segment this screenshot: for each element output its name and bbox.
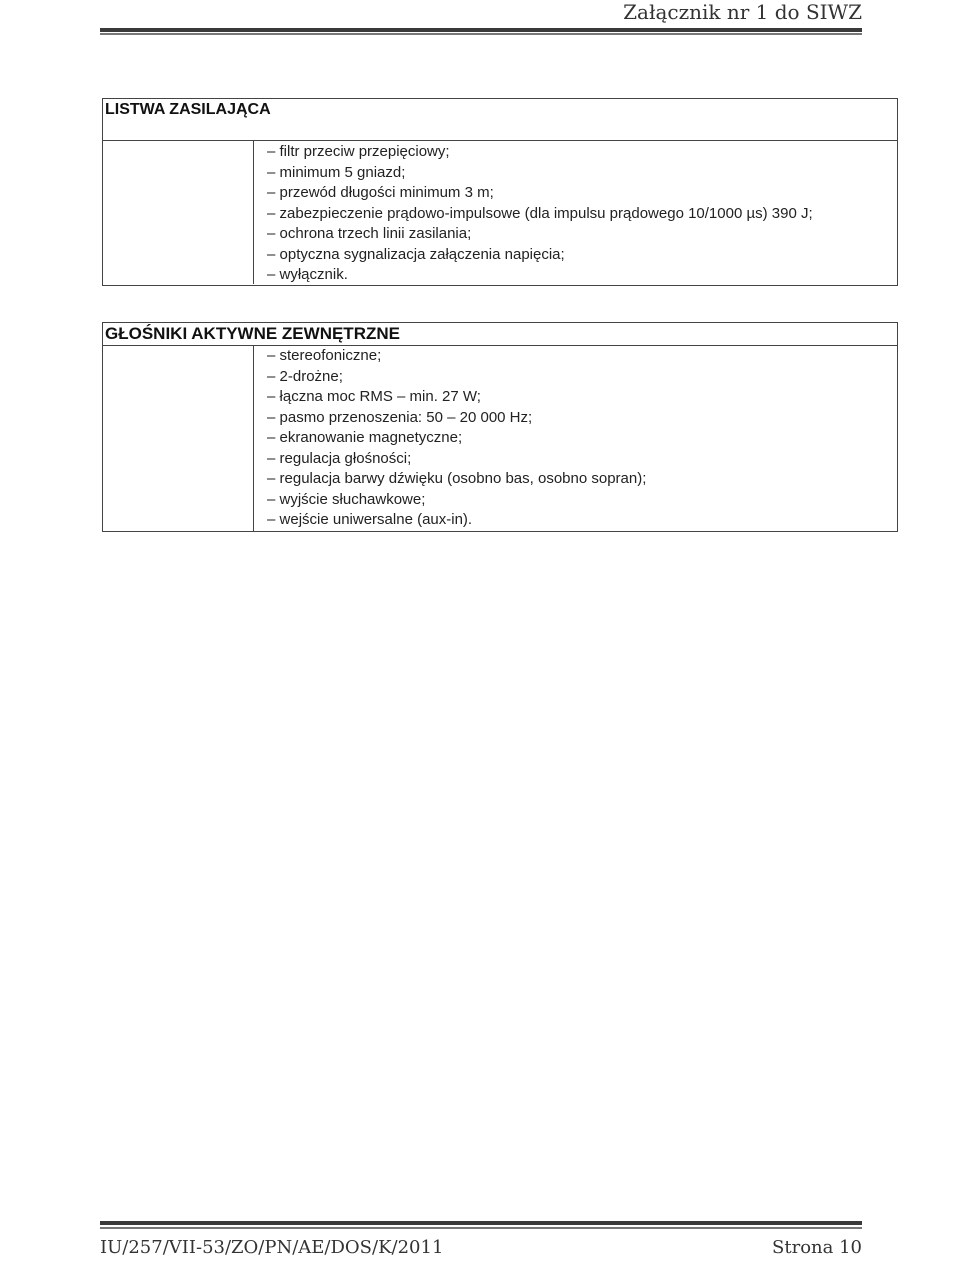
list-item: – wejście uniwersalne (aux-in). <box>267 510 646 531</box>
list-item: – wyjście słuchawkowe; <box>267 490 646 511</box>
section-table-power-strip <box>102 98 898 286</box>
empty-cell <box>103 141 254 284</box>
document-id: IU/257/VII-53/ZO/PN/AE/DOS/K/2011 <box>100 1237 444 1258</box>
list-item: – minimum 5 gniazd; <box>267 163 813 184</box>
list-item: – łączna moc RMS – min. 27 W; <box>267 387 646 408</box>
header-rule <box>100 28 862 32</box>
section-title: GŁOŚNIKI AKTYWNE ZEWNĘTRZNE <box>103 323 897 346</box>
header-title: Załącznik nr 1 do SIWZ <box>623 0 862 24</box>
list-item: – regulacja głośności; <box>267 449 646 470</box>
list-item: – optyczna sygnalizacja załączenia napięcia; <box>267 245 813 266</box>
page-number: Strona 10 <box>772 1237 862 1258</box>
footer-rule <box>100 1221 862 1225</box>
footer-rule-thin <box>100 1227 862 1229</box>
header-rule-thin <box>100 33 862 35</box>
spec-list <box>267 142 813 286</box>
list-item: – stereofoniczne; <box>267 346 646 367</box>
empty-cell <box>103 346 254 531</box>
list-item: – przewód długości minimum 3 m; <box>267 183 813 204</box>
list-item: – wyłącznik. <box>267 265 813 286</box>
section-body <box>103 141 897 284</box>
list-item: – ekranowanie magnetyczne; <box>267 428 646 449</box>
list-item: – ochrona trzech linii zasilania; <box>267 224 813 245</box>
section-body <box>103 346 897 531</box>
section-table-speakers <box>102 322 898 532</box>
list-item: – zabezpieczenie prądowo-impulsowe (dla impulsu prądowego 10/1000 µs) 390 J; <box>267 204 813 225</box>
list-item: – regulacja barwy dźwięku (osobno bas, osobno sopran); <box>267 469 646 490</box>
spec-list <box>267 346 646 531</box>
list-item: – pasmo przenoszenia: 50 – 20 000 Hz; <box>267 408 646 429</box>
list-item: – 2-drożne; <box>267 367 646 388</box>
section-title: LISTWA ZASILAJĄCA <box>103 99 897 141</box>
list-item: – filtr przeciw przepięciowy; <box>267 142 813 163</box>
